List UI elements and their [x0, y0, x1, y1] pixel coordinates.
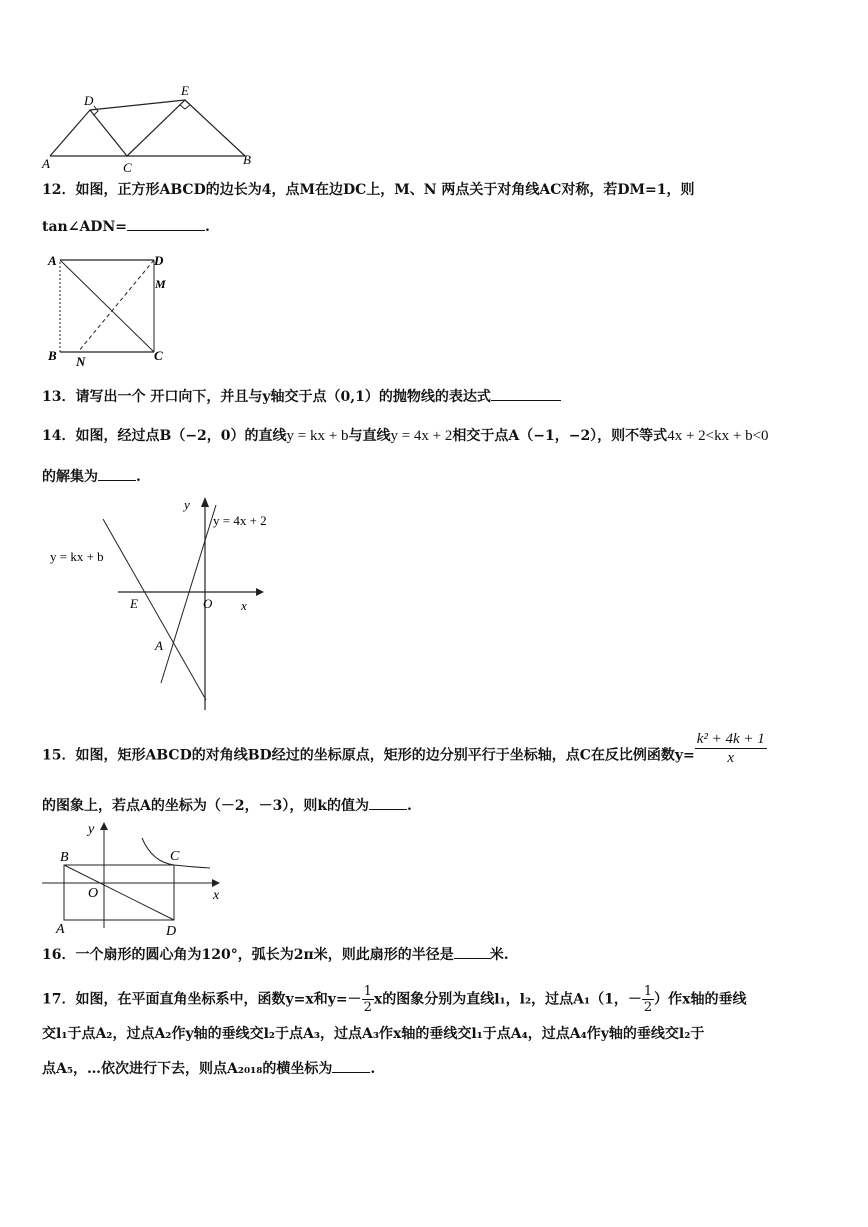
label-O: O	[203, 596, 213, 611]
figure-q11	[40, 84, 260, 174]
label-line-kxb: y = kx + b	[50, 549, 104, 564]
q17-line2: 交l₁于点A₂，过点A₂作y轴的垂线交l₂于点A₃，过点A₃作x轴的垂线交l₁于点A₄，过点A₄作y轴的垂线交l₂于	[42, 1026, 705, 1042]
label-B: B	[243, 152, 251, 167]
q17-line3: 点A₅，…依次进行下去，则点A₂₀₁₈的横坐标为 .	[42, 1058, 375, 1079]
label-A: A	[56, 922, 65, 937]
figure-q14-graph	[48, 495, 268, 715]
answer-blank[interactable]	[127, 216, 205, 231]
answer-blank[interactable]	[491, 386, 561, 401]
label-A: A	[48, 253, 57, 268]
function-fraction: $\frac{\text{k² + 4k + 1}}{x}$	[696, 731, 765, 766]
q14-line1: 14．如图，经过点B（−2，0）的直线y = kx + b与直线y = 4x + 2相交于点A（−1，−2），则不等式4x + 2<kx + b<0	[42, 428, 769, 444]
answer-blank[interactable]	[98, 466, 136, 481]
q16-line: 16．一个扇形的圆心角为120°，弧长为2π米，则此扇形的半径是 米.	[42, 944, 509, 965]
label-D: D	[154, 253, 164, 268]
label-D: D	[84, 93, 94, 108]
q12-line2: tan∠ADN= .	[42, 216, 210, 237]
q14-line2: 的解集为 .	[42, 466, 141, 487]
q12-tan-label: tan∠ADN=	[42, 219, 127, 235]
q15-line1: 15．如图，矩形ABCD的对角线BD经过的坐标原点，矩形的边分别平行于坐标轴，点C在反比例函数y= $\frac{\text{k² + 4k + 1}}{x}$	[42, 731, 765, 766]
label-E: E	[181, 83, 189, 98]
label-E: E	[130, 596, 138, 611]
label-A: A	[42, 156, 50, 171]
label-x: x	[241, 598, 247, 613]
label-O: O	[88, 886, 99, 901]
q17-line1: 17．如图，在平面直角坐标系中，函数y=x和y=－ $\frac{1}{2}$ x的图象分别为直线l₁，l₂，过点A₁（1，－ $\frac{1}{2}$ ）作x轴的垂线	[42, 984, 747, 1015]
q15-line2: 的图象上，若点A的坐标为（－2，－3），则k的值为 .	[42, 795, 412, 816]
answer-blank[interactable]	[369, 795, 407, 810]
answer-blank[interactable]	[454, 944, 490, 959]
label-N: N	[76, 354, 86, 369]
label-C: C	[123, 160, 132, 175]
label-B: B	[48, 348, 57, 363]
label-D: D	[166, 924, 177, 939]
label-line-4x2: y = 4x + 2	[213, 513, 267, 528]
label-M: M	[155, 277, 166, 291]
figure-q15-graph	[42, 818, 232, 939]
label-C: C	[154, 348, 163, 363]
label-y: y	[184, 497, 190, 512]
label-A: A	[155, 638, 163, 653]
label-y: y	[88, 822, 95, 837]
label-x: x	[213, 888, 220, 903]
label-C: C	[170, 849, 180, 864]
answer-blank[interactable]	[332, 1058, 370, 1073]
figure-q12-square	[42, 250, 182, 370]
q12-line1: 12．如图，正方形ABCD的边长为4，点M在边DC上，M、N 两点关于对角线AC对称，若DM=1，则	[42, 182, 695, 198]
q13-line: 13．请写出一个 开口向下，并且与y轴交于点（0,1）的抛物线的表达式	[42, 386, 561, 407]
label-B: B	[60, 850, 69, 865]
fraction-half-2: $\frac{1}{2}$	[643, 984, 653, 1015]
fraction-half: $\frac{1}{2}$	[363, 984, 372, 1015]
